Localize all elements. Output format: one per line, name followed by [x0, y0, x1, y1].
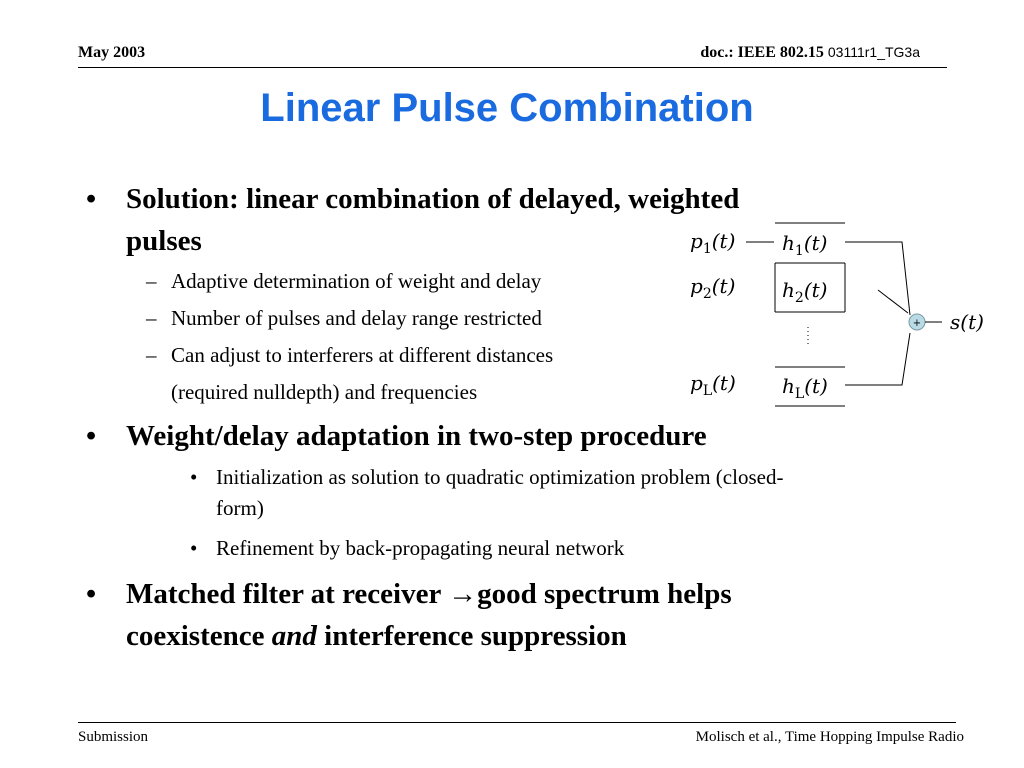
doc-label: doc.: IEEE 802.15	[700, 44, 824, 61]
filter-h1-label: $h_1(t)$	[782, 231, 828, 259]
slide-title: Linear Pulse Combination	[260, 86, 754, 130]
bullet-marker: •	[86, 578, 97, 610]
subitem-text: (required nulldepth) and frequencies	[171, 380, 478, 404]
branch1-connector	[845, 242, 910, 315]
text-segment: interference suppression	[316, 620, 627, 652]
bullet-solution-line1: Solution: linear combination of delayed, weighted	[126, 183, 740, 215]
dash-marker: –	[146, 306, 157, 330]
subitem-text: Number of pulses and delay range restricted	[171, 306, 542, 330]
footer-rule	[78, 722, 956, 723]
input-pL-label: $p_L(t)$	[690, 371, 736, 399]
bullet-marker: •	[190, 465, 198, 489]
input-p2-label: $p_2(t)$	[690, 274, 736, 302]
header-doc-id	[700, 44, 920, 62]
doc-number: 03111r1_TG3a	[827, 44, 920, 60]
subitem-text-cont: form)	[216, 496, 264, 520]
dash-marker: –	[146, 343, 157, 367]
subitem-text: Can adjust to interferers at different distances	[171, 343, 554, 367]
bullet-matched-line1: Matched filter at receiver →good spectrum helps	[126, 578, 732, 610]
footer-authors: Molisch et al., Time Hopping Impulse Radio	[695, 729, 964, 745]
header-rule	[78, 67, 947, 68]
footer-submission: Submission	[78, 729, 149, 745]
subitem-text: Initialization as solution to quadratic optimization problem (closed-	[216, 465, 784, 489]
sum-symbol: +	[912, 318, 922, 329]
filter-hL-label: $h_L(t)$	[782, 374, 828, 402]
subitem-text: Refinement by back-propagating neural network	[216, 536, 625, 560]
bullet-marker: •	[190, 536, 198, 560]
branch2-connector	[878, 290, 908, 313]
branchL-connector	[845, 333, 910, 385]
bullet-adaptation-line1: Weight/delay adaptation in two-step procedure	[126, 420, 707, 452]
filter-h2-label: $h_2(t)$	[782, 278, 828, 306]
bullet-marker: •	[86, 183, 97, 215]
dash-marker: –	[146, 269, 157, 293]
header-date: May 2003	[78, 44, 146, 61]
pulse-combination-diagram	[680, 215, 1000, 415]
bullet-solution-line2: pulses	[126, 225, 202, 257]
subitem-text: Adaptive determination of weight and delay	[171, 269, 542, 293]
bullet-matched-line2	[126, 615, 627, 657]
input-p1-label: $p_1(t)$	[690, 229, 736, 257]
emphasis-and: and	[271, 620, 317, 652]
text-segment: coexistence	[126, 620, 272, 652]
bullet-marker: •	[86, 420, 97, 452]
output-s-label: s(t)	[950, 310, 984, 334]
